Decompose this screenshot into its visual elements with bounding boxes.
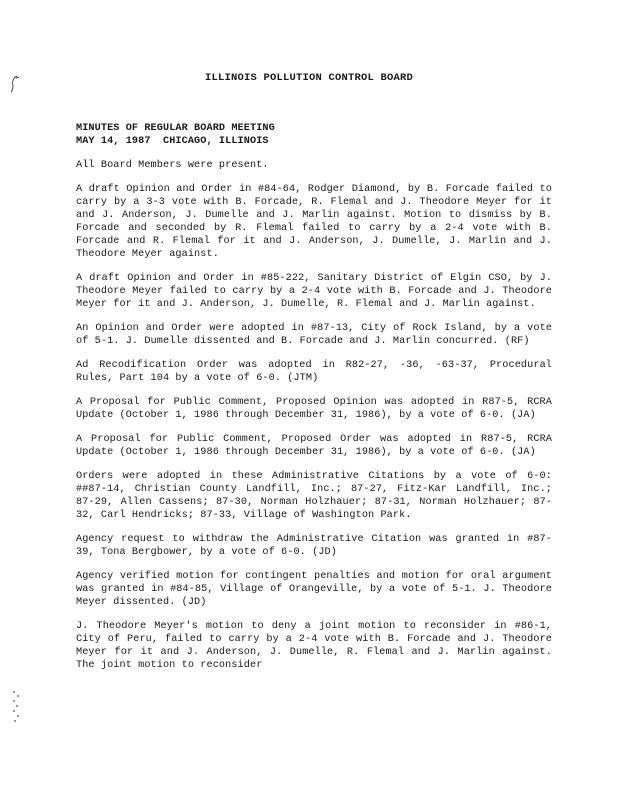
- paragraph-administrative-citations: Orders were adopted in these Administrative Citations by a vote of 6-0: ##87-14, Christian County Landfill, Inc.; 87-27, Fitz-Kar Landfill, Inc.; 87-29, Allen Cassens; 87-30, Norman Holzhauer; 87-31, Norman Holzhauer; 87-32, Carl Hendricks; 87-33, Village of Washington Park.: [76, 471, 552, 521]
- minutes-heading-line-2: MAY 14, 1987 CHICAGO, ILLINOIS: [76, 136, 269, 147]
- minutes-heading-line-1: MINUTES OF REGULAR BOARD MEETING: [76, 123, 275, 134]
- minutes-heading: [76, 122, 552, 148]
- paragraph-84-64: A draft Opinion and Order in #84-64, Rodger Diamond, by B. Forcade failed to carry by a 3-3 vote with B. Forcade, R. Flemal and J. Theodore Meyer for it and J. Anderson, J. Dumelle and J. Marlin against. Motion to dismiss by B. Forcade and seconded by R. Flemal failed to carry by a 2-4 vote with B. Forcade and R. Flemal for it and J. Anderson, J. Dumelle, J. Marlin and J. Theodore Meyer against.: [76, 184, 552, 260]
- paragraph-84-85: Agency verified motion for contingent penalties and motion for oral argument was granted in #84-85, Village of Orangeville, by a vote of 5-1. J. Theodore Meyer dissented. (JD): [76, 571, 552, 608]
- board-title: ILLINOIS POLLUTION CONTROL BOARD: [204, 72, 414, 84]
- paragraph-attendance: All Board Members were present.: [76, 160, 269, 171]
- binding-holes-mark: [10, 688, 22, 728]
- paragraph-87-39: Agency request to withdraw the Administrative Citation was granted in #87-39, Tona Bergbower, by a vote of 6-0. (JD): [76, 534, 552, 558]
- paragraph-r87-5-opinion: A Proposal for Public Comment, Proposed Opinion was adopted in R87-5, RCRA Update (October 1, 1986 through December 31, 1986), by a vote of 6-0. (JA): [76, 397, 552, 421]
- paragraph-85-222: A draft Opinion and Order in #85-222, Sanitary District of Elgin CSO, by J. Theodore Meyer failed to carry by a 2-4 vote with B. Forcade and J. Theodore Meyer for it and J. Anderson, J. Dumelle, R. Flemal and J. Marlin against.: [76, 273, 552, 310]
- minutes-body: [76, 122, 552, 683]
- paragraph-87-13: An Opinion and Order were adopted in #87-13, City of Rock Island, by a vote of 5-1. J. Dumelle dissented and B. Forcade and J. Marlin concurred. (RF): [76, 323, 552, 347]
- paragraph-r87-5-order: A Proposal for Public Comment, Proposed Order was adopted in R87-5, RCRA Update (October 1, 1986 through December 31, 1986), by a vote of 6-0. (JA): [76, 434, 552, 458]
- paragraph-86-1: J. Theodore Meyer's motion to deny a joint motion to reconsider in #86-1, City of Peru, failed to carry by a 2-4 vote with B. Forcade and J. Theodore Meyer for it and J. Anderson, J. Dumelle, R. Flemal and J. Marlin against. The joint motion to reconsider: [76, 621, 552, 671]
- paragraph-r82-27: Ad Recodification Order was adopted in R82-27, -36, -63-37, Procedural Rules, Part 104 by a vote of 6-0. (JTM): [76, 360, 552, 384]
